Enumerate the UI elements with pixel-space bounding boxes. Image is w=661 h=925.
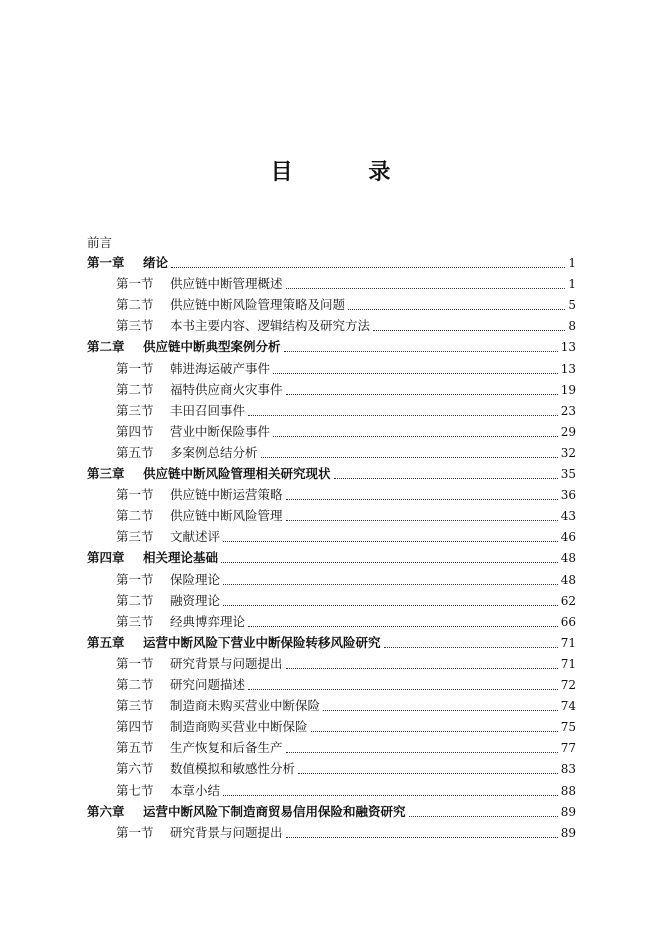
dot-leader [348, 308, 565, 310]
toc-section-row [116, 485, 576, 505]
toc-section-row [116, 823, 576, 843]
dot-leader [286, 287, 566, 289]
toc-entry-number: 第一节 [116, 824, 154, 840]
toc-entry-page: 89 [560, 825, 576, 840]
dot-leader [171, 266, 565, 268]
toc-entry-title: 相关理论基础 [143, 550, 219, 566]
toc-entry-page: 8 [568, 319, 576, 334]
toc-entry-page: 1 [568, 277, 576, 292]
dot-leader [223, 604, 558, 606]
toc-entry-page: 88 [560, 783, 576, 798]
dot-leader [298, 772, 558, 774]
toc-entry-number: 第五节 [116, 740, 154, 756]
toc-entry-title: 营业中断保险事件 [170, 423, 271, 439]
toc-entry-number: 第一节 [116, 655, 154, 671]
toc-entry-title: 经典博弈理论 [170, 613, 246, 629]
dot-leader [223, 540, 558, 542]
toc-section-row [116, 570, 576, 590]
dot-leader [409, 815, 558, 817]
toc-entry-title: 供应链中断风险管理 [170, 508, 283, 524]
toc-entry-number: 第四节 [116, 423, 154, 439]
toc-entry-title: 数值模拟和敏感性分析 [170, 761, 296, 777]
dot-leader [261, 456, 558, 458]
dot-leader [273, 372, 558, 374]
toc-entry-number: 第三章 [87, 466, 125, 481]
toc-entry-number: 第三节 [116, 318, 154, 334]
toc-entry-page: 13 [560, 361, 576, 376]
toc-chapter-row [87, 337, 576, 357]
toc-section-row [116, 612, 576, 632]
toc-section-row [116, 422, 576, 442]
toc-section-row [116, 591, 576, 611]
toc-entry-page: 71 [560, 656, 576, 671]
toc-entry-number: 第一节 [116, 276, 154, 292]
toc-entry-number: 第四章 [87, 550, 125, 566]
toc-entry-title: 制造商未购买营业中断保险 [170, 698, 321, 714]
toc-entry-page: 36 [560, 488, 576, 503]
dot-leader [248, 625, 558, 627]
preface-heading: 前言 [87, 235, 113, 250]
toc-chapter-row [87, 253, 576, 273]
toc-section-row [116, 295, 576, 315]
dot-leader [223, 583, 558, 585]
dot-leader [311, 730, 558, 732]
toc-entry-number: 第二章 [87, 339, 125, 355]
toc-section-row [116, 654, 576, 674]
toc-entry-page: 66 [560, 614, 576, 629]
toc-entry-title: 融资理论 [170, 592, 221, 608]
toc-entry-number: 第一节 [116, 360, 154, 376]
toc-entry-page: 23 [560, 403, 576, 418]
toc-entry-page: 43 [560, 509, 576, 524]
toc-entry-title: 供应链中断运营策略 [170, 487, 283, 503]
toc-entry-number: 第三节 [116, 529, 154, 545]
dot-leader [223, 794, 558, 796]
toc-entry-page: 1 [568, 256, 576, 270]
toc-entry-number: 第一章 [87, 255, 125, 270]
toc-section-row [116, 781, 576, 801]
toc-entry-title: 供应链中断风险管理策略及问题 [170, 297, 346, 313]
toc-section-row [116, 738, 576, 758]
toc-section-row [116, 274, 576, 294]
toc-section-row [116, 359, 576, 379]
toc-entry-title: 运营中断风险下制造商贸易信用保险和融资研究 [143, 803, 406, 819]
dot-leader [221, 561, 558, 563]
toc-entry-page: 13 [560, 340, 576, 355]
dot-leader [273, 435, 558, 437]
dot-leader [286, 667, 558, 669]
toc-entry-title: 供应链中断风险管理相关研究现状 [143, 466, 331, 481]
toc-section-row [116, 401, 576, 421]
toc-entry-title: 制造商购买营业中断保险 [170, 719, 308, 735]
toc-entry-number: 第二节 [116, 592, 154, 608]
toc-entry-title: 丰田召回事件 [170, 402, 246, 418]
toc-chapter-row [87, 802, 576, 822]
toc-chapter-row [87, 464, 576, 484]
toc-entry-number: 第五章 [87, 634, 125, 650]
toc-entry-title: 供应链中断管理概述 [170, 276, 283, 292]
toc-entry-number: 第二节 [116, 508, 154, 524]
toc-entry-number: 第一节 [116, 487, 154, 503]
dot-leader [286, 751, 558, 753]
toc-entry-page: 29 [560, 424, 576, 439]
toc-entry-page: 72 [560, 678, 576, 692]
toc-entry-title: 绪论 [143, 255, 169, 270]
dot-leader [334, 477, 558, 479]
toc-entry-page: 48 [560, 572, 576, 587]
toc-section-row [116, 506, 576, 526]
toc-entry-number: 第三节 [116, 613, 154, 629]
toc-entry-page: 35 [560, 467, 576, 481]
toc-entry-number: 第四节 [116, 719, 154, 735]
toc-section-row [116, 759, 576, 779]
toc-entry-page: 89 [560, 804, 576, 819]
dot-leader [286, 498, 558, 500]
toc-entry-title: 多案例总结分析 [170, 444, 258, 460]
toc-entry-number: 第五节 [116, 444, 154, 460]
dot-leader [286, 836, 558, 838]
toc-section-row [116, 717, 576, 737]
toc-entry-page: 77 [560, 741, 576, 756]
toc-entry-number: 第一节 [116, 571, 154, 587]
toc-chapter-row [87, 548, 576, 568]
toc-entry-title: 研究背景与问题提出 [170, 824, 283, 840]
toc-entry-number: 第六章 [87, 803, 125, 819]
toc-entry-title: 供应链中断典型案例分析 [143, 339, 281, 355]
toc-entry-title: 本章小结 [170, 782, 221, 798]
dot-leader [284, 350, 558, 352]
toc-entry-page: 83 [560, 762, 576, 777]
toc-entry-title: 本书主要内容、逻辑结构及研究方法 [170, 318, 371, 334]
page-title: 目 录 [270, 160, 425, 185]
toc-entry-number: 第七节 [116, 782, 154, 798]
toc-entry-title: 研究问题描述 [170, 677, 246, 692]
toc-entry-page: 74 [560, 699, 576, 714]
toc-entry-number: 第二节 [116, 677, 154, 692]
toc-section-row [116, 443, 576, 463]
toc-entry-title: 研究背景与问题提出 [170, 655, 283, 671]
toc-entry-page: 62 [560, 593, 576, 608]
toc-section-row [116, 675, 576, 695]
toc-entry-title: 韩进海运破产事件 [170, 360, 271, 376]
toc-entry-title: 文献述评 [170, 529, 221, 545]
toc-entry-title: 生产恢复和后备生产 [170, 740, 283, 756]
dot-leader [286, 519, 558, 521]
toc-section-row [116, 380, 576, 400]
dot-leader [384, 646, 558, 648]
dot-leader [323, 709, 558, 711]
toc-section-row [116, 527, 576, 547]
toc-chapter-row [87, 633, 576, 653]
dot-leader [248, 688, 558, 690]
toc-entry-title: 运营中断风险下营业中断保险转移风险研究 [143, 634, 381, 650]
dot-leader [248, 414, 558, 416]
toc-entry-page: 19 [560, 382, 576, 397]
dot-leader [373, 329, 565, 331]
toc-entry-page: 5 [568, 298, 576, 313]
toc-entry-number: 第三节 [116, 698, 154, 714]
toc-entry-page: 75 [560, 720, 576, 735]
toc-entry-number: 第二节 [116, 381, 154, 397]
toc-entry-title: 福特供应商火灾事件 [170, 381, 283, 397]
toc-entry-page: 32 [560, 445, 576, 460]
toc-entry-number: 第六节 [116, 761, 154, 777]
dot-leader [286, 393, 558, 395]
toc-section-row [116, 696, 576, 716]
toc-entry-number: 第三节 [116, 402, 154, 418]
toc-section-row [116, 316, 576, 336]
toc-entry-number: 第二节 [116, 297, 154, 313]
toc-entry-page: 48 [560, 551, 576, 566]
toc-entry-page: 46 [560, 530, 576, 545]
toc-entry-page: 71 [560, 635, 576, 650]
toc-entry-title: 保险理论 [170, 571, 221, 587]
